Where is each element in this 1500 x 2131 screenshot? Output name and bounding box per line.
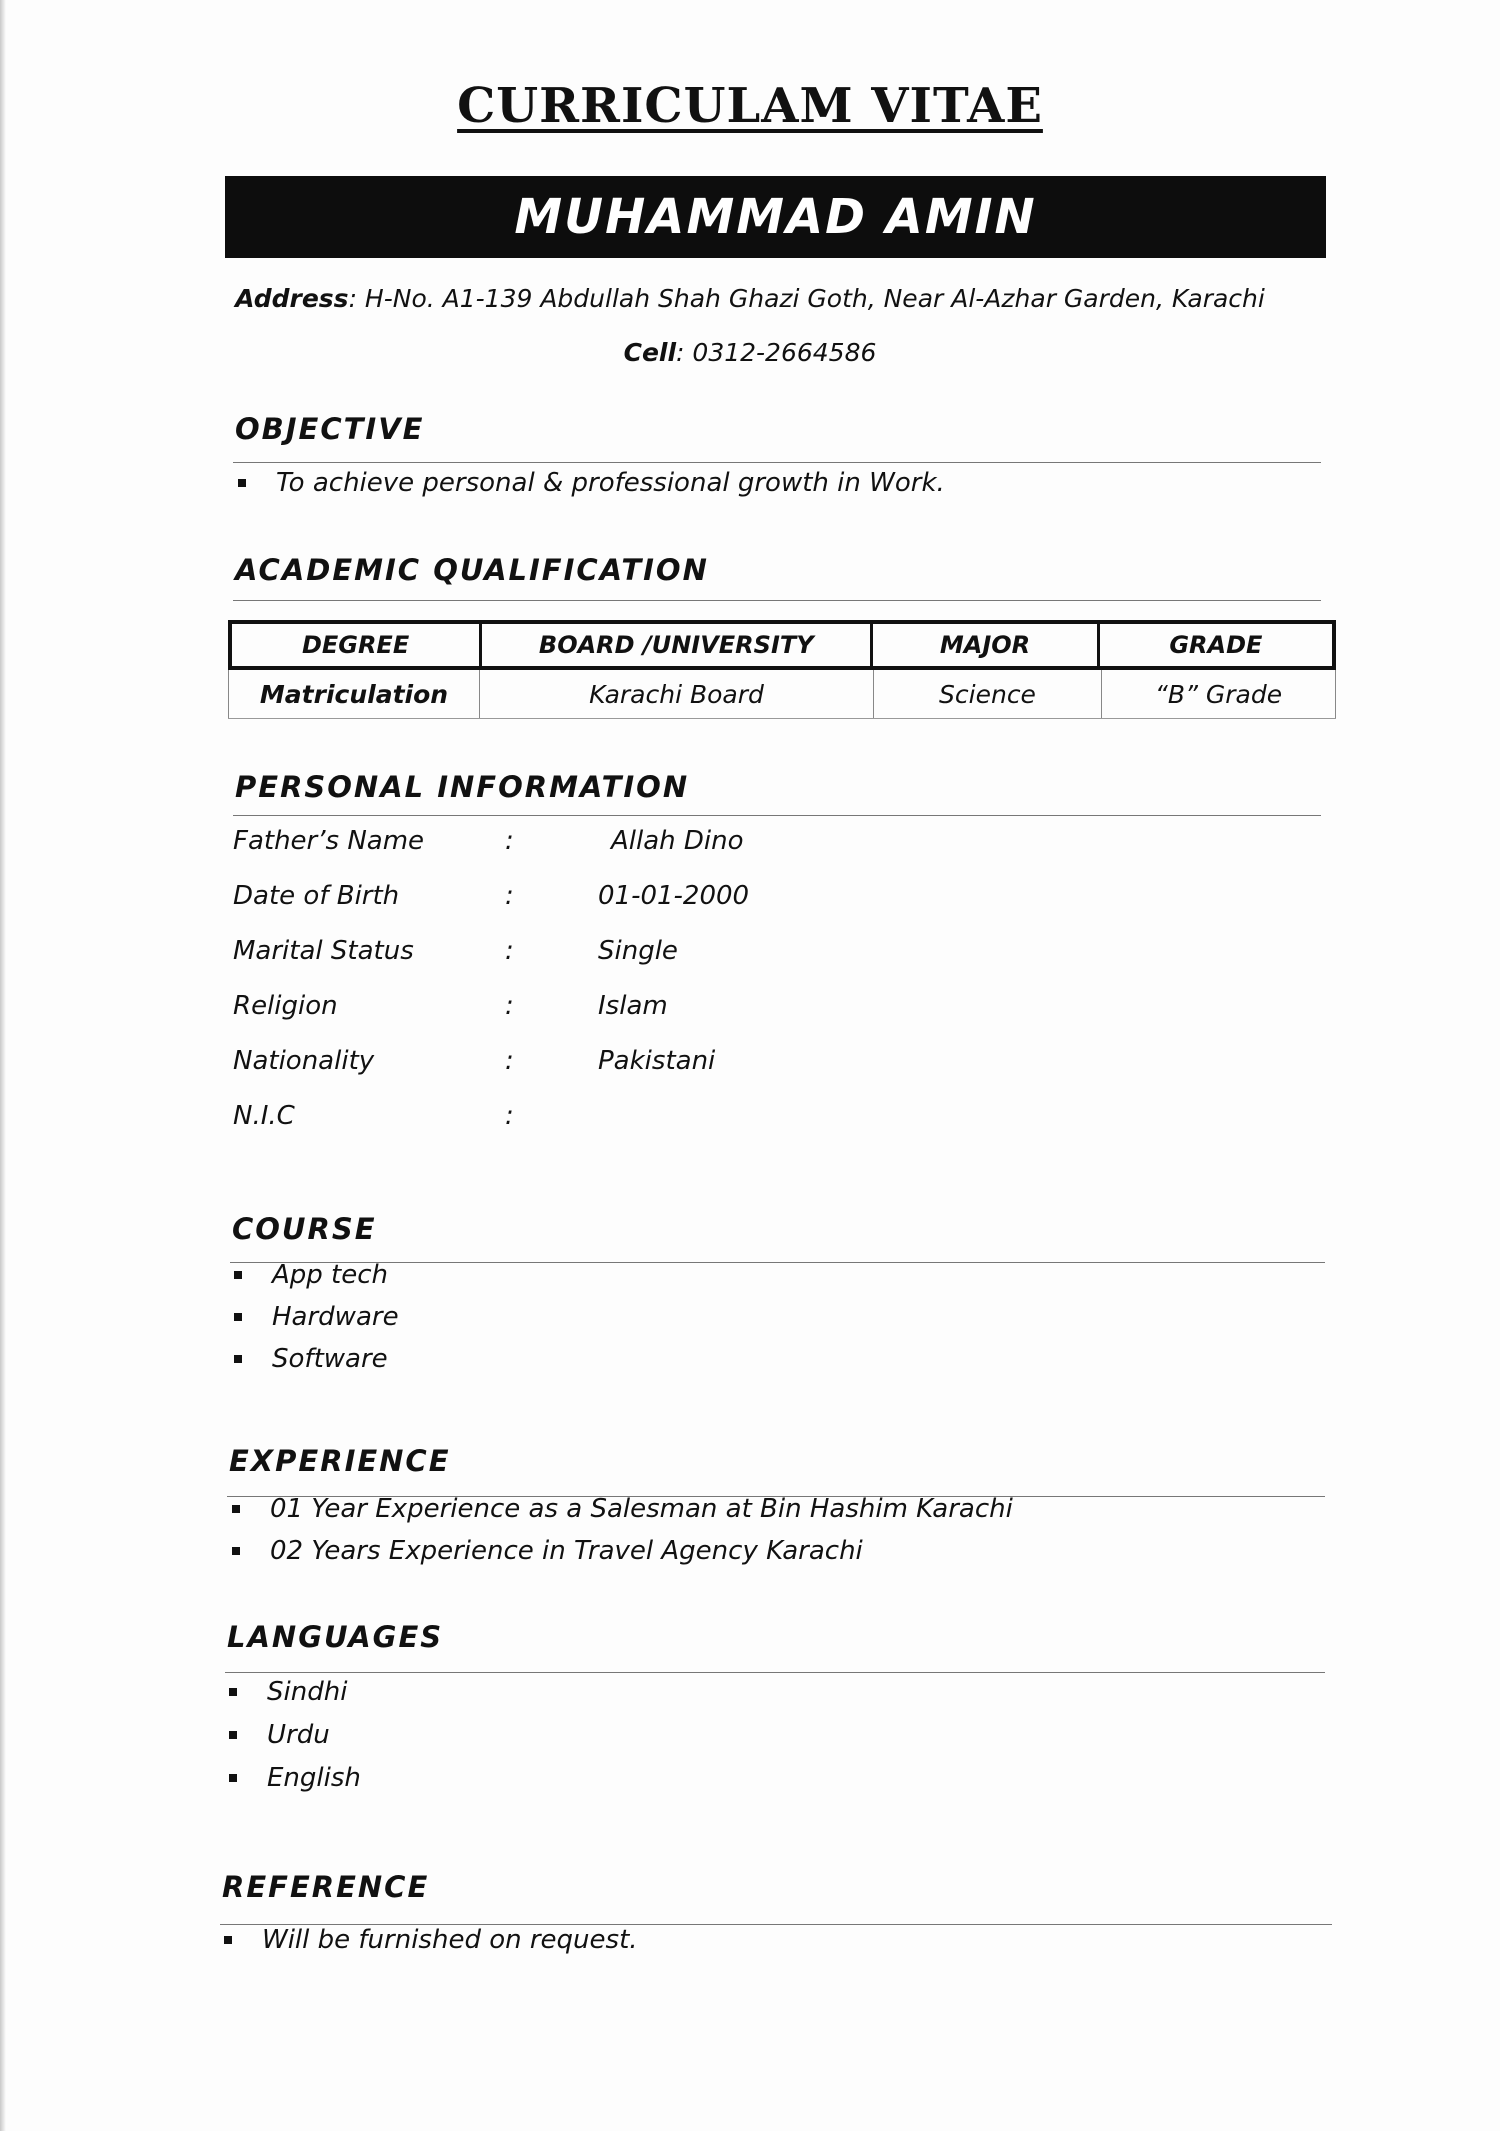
language-text: Urdu — [267, 1720, 330, 1750]
header-grade: GRADE — [1169, 631, 1263, 659]
academic-heading: ACADEMIC QUALIFICATION — [235, 553, 709, 587]
bullet-icon — [234, 1313, 242, 1321]
info-separator: : — [505, 936, 514, 966]
language-item — [229, 1720, 330, 1750]
bullet-icon — [232, 1547, 240, 1555]
experience-item — [232, 1494, 1013, 1524]
info-separator: : — [505, 991, 514, 1021]
candidate-name: MUHAMMAD AMIN — [514, 189, 1037, 245]
info-value: Pakistani — [598, 1046, 716, 1076]
info-separator: : — [505, 1101, 514, 1131]
objective-heading: OBJECTIVE — [235, 412, 425, 446]
cell-line — [0, 338, 1500, 367]
info-separator: : — [505, 881, 514, 911]
info-value: Single — [598, 936, 678, 966]
header-major: MAJOR — [873, 624, 1099, 666]
cell-value: : 0312-2664586 — [676, 338, 877, 367]
objective-text: To achieve personal & professional growth in Work. — [276, 468, 945, 498]
bullet-icon — [229, 1688, 237, 1696]
info-separator: : — [505, 1046, 514, 1076]
experience-item — [232, 1536, 863, 1566]
course-heading: COURSE — [232, 1212, 377, 1246]
info-label: Marital Status — [233, 936, 414, 966]
info-label: Religion — [233, 991, 338, 1021]
address-line — [0, 284, 1500, 313]
cell-grade: “B” Grade — [1102, 670, 1336, 718]
language-item — [229, 1763, 361, 1793]
reference-item — [224, 1925, 638, 1955]
course-text: App tech — [272, 1260, 389, 1290]
course-text: Software — [272, 1344, 388, 1374]
reference-text: Will be furnished on request. — [262, 1925, 638, 1955]
reference-heading: REFERENCE — [222, 1870, 430, 1904]
personal-rule — [233, 815, 1321, 816]
personal-heading: PERSONAL INFORMATION — [235, 770, 690, 804]
info-label: Nationality — [233, 1046, 375, 1076]
bullet-icon — [232, 1505, 240, 1513]
info-label: Father’s Name — [233, 826, 425, 856]
name-banner — [225, 176, 1326, 258]
document-title: CURRICULAM VITAE — [457, 78, 1043, 134]
qualification-table — [228, 620, 1336, 719]
languages-heading: LANGUAGES — [227, 1620, 444, 1654]
course-item — [234, 1302, 399, 1332]
info-label: Date of Birth — [233, 881, 400, 911]
objective-rule — [233, 462, 1321, 463]
header-degree: DEGREE — [232, 624, 482, 666]
course-item — [234, 1344, 388, 1374]
address-value: : H-No. A1-139 Abdullah Shah Ghazi Goth, Near Al-Azhar Garden, Karachi — [348, 284, 1265, 313]
cell-major: Science — [874, 670, 1102, 718]
bullet-icon — [229, 1731, 237, 1739]
info-value: Islam — [598, 991, 668, 1021]
bullet-icon — [234, 1271, 242, 1279]
cell-label: Cell — [623, 338, 677, 367]
info-value: Allah Dino — [611, 826, 744, 856]
course-item — [234, 1260, 388, 1290]
course-rule — [230, 1262, 1325, 1263]
academic-rule — [233, 600, 1321, 601]
bullet-icon — [238, 479, 246, 487]
bullet-icon — [234, 1355, 242, 1363]
language-text: Sindhi — [267, 1677, 348, 1707]
experience-text: 01 Year Experience as a Salesman at Bin Hashim Karachi — [270, 1494, 1013, 1524]
header-board: BOARD /UNIVERSITY — [482, 624, 873, 666]
scan-edge-shadow — [0, 0, 6, 2131]
languages-rule — [225, 1672, 1325, 1673]
language-item — [229, 1677, 347, 1707]
objective-item — [238, 468, 945, 498]
bullet-icon — [229, 1774, 237, 1782]
info-label: N.I.C — [233, 1101, 295, 1131]
table-row — [228, 670, 1336, 719]
course-text: Hardware — [272, 1302, 399, 1332]
experience-text: 02 Years Experience in Travel Agency Karachi — [270, 1536, 863, 1566]
language-text: English — [267, 1763, 361, 1793]
info-separator: : — [505, 826, 514, 856]
address-label: Address — [235, 284, 349, 313]
experience-heading: EXPERIENCE — [229, 1444, 451, 1478]
cell-degree: Matriculation — [228, 670, 480, 718]
info-value: 01-01-2000 — [598, 881, 750, 911]
bullet-icon — [224, 1936, 232, 1944]
cell-board: Karachi Board — [480, 670, 874, 718]
table-header-row — [228, 620, 1336, 670]
